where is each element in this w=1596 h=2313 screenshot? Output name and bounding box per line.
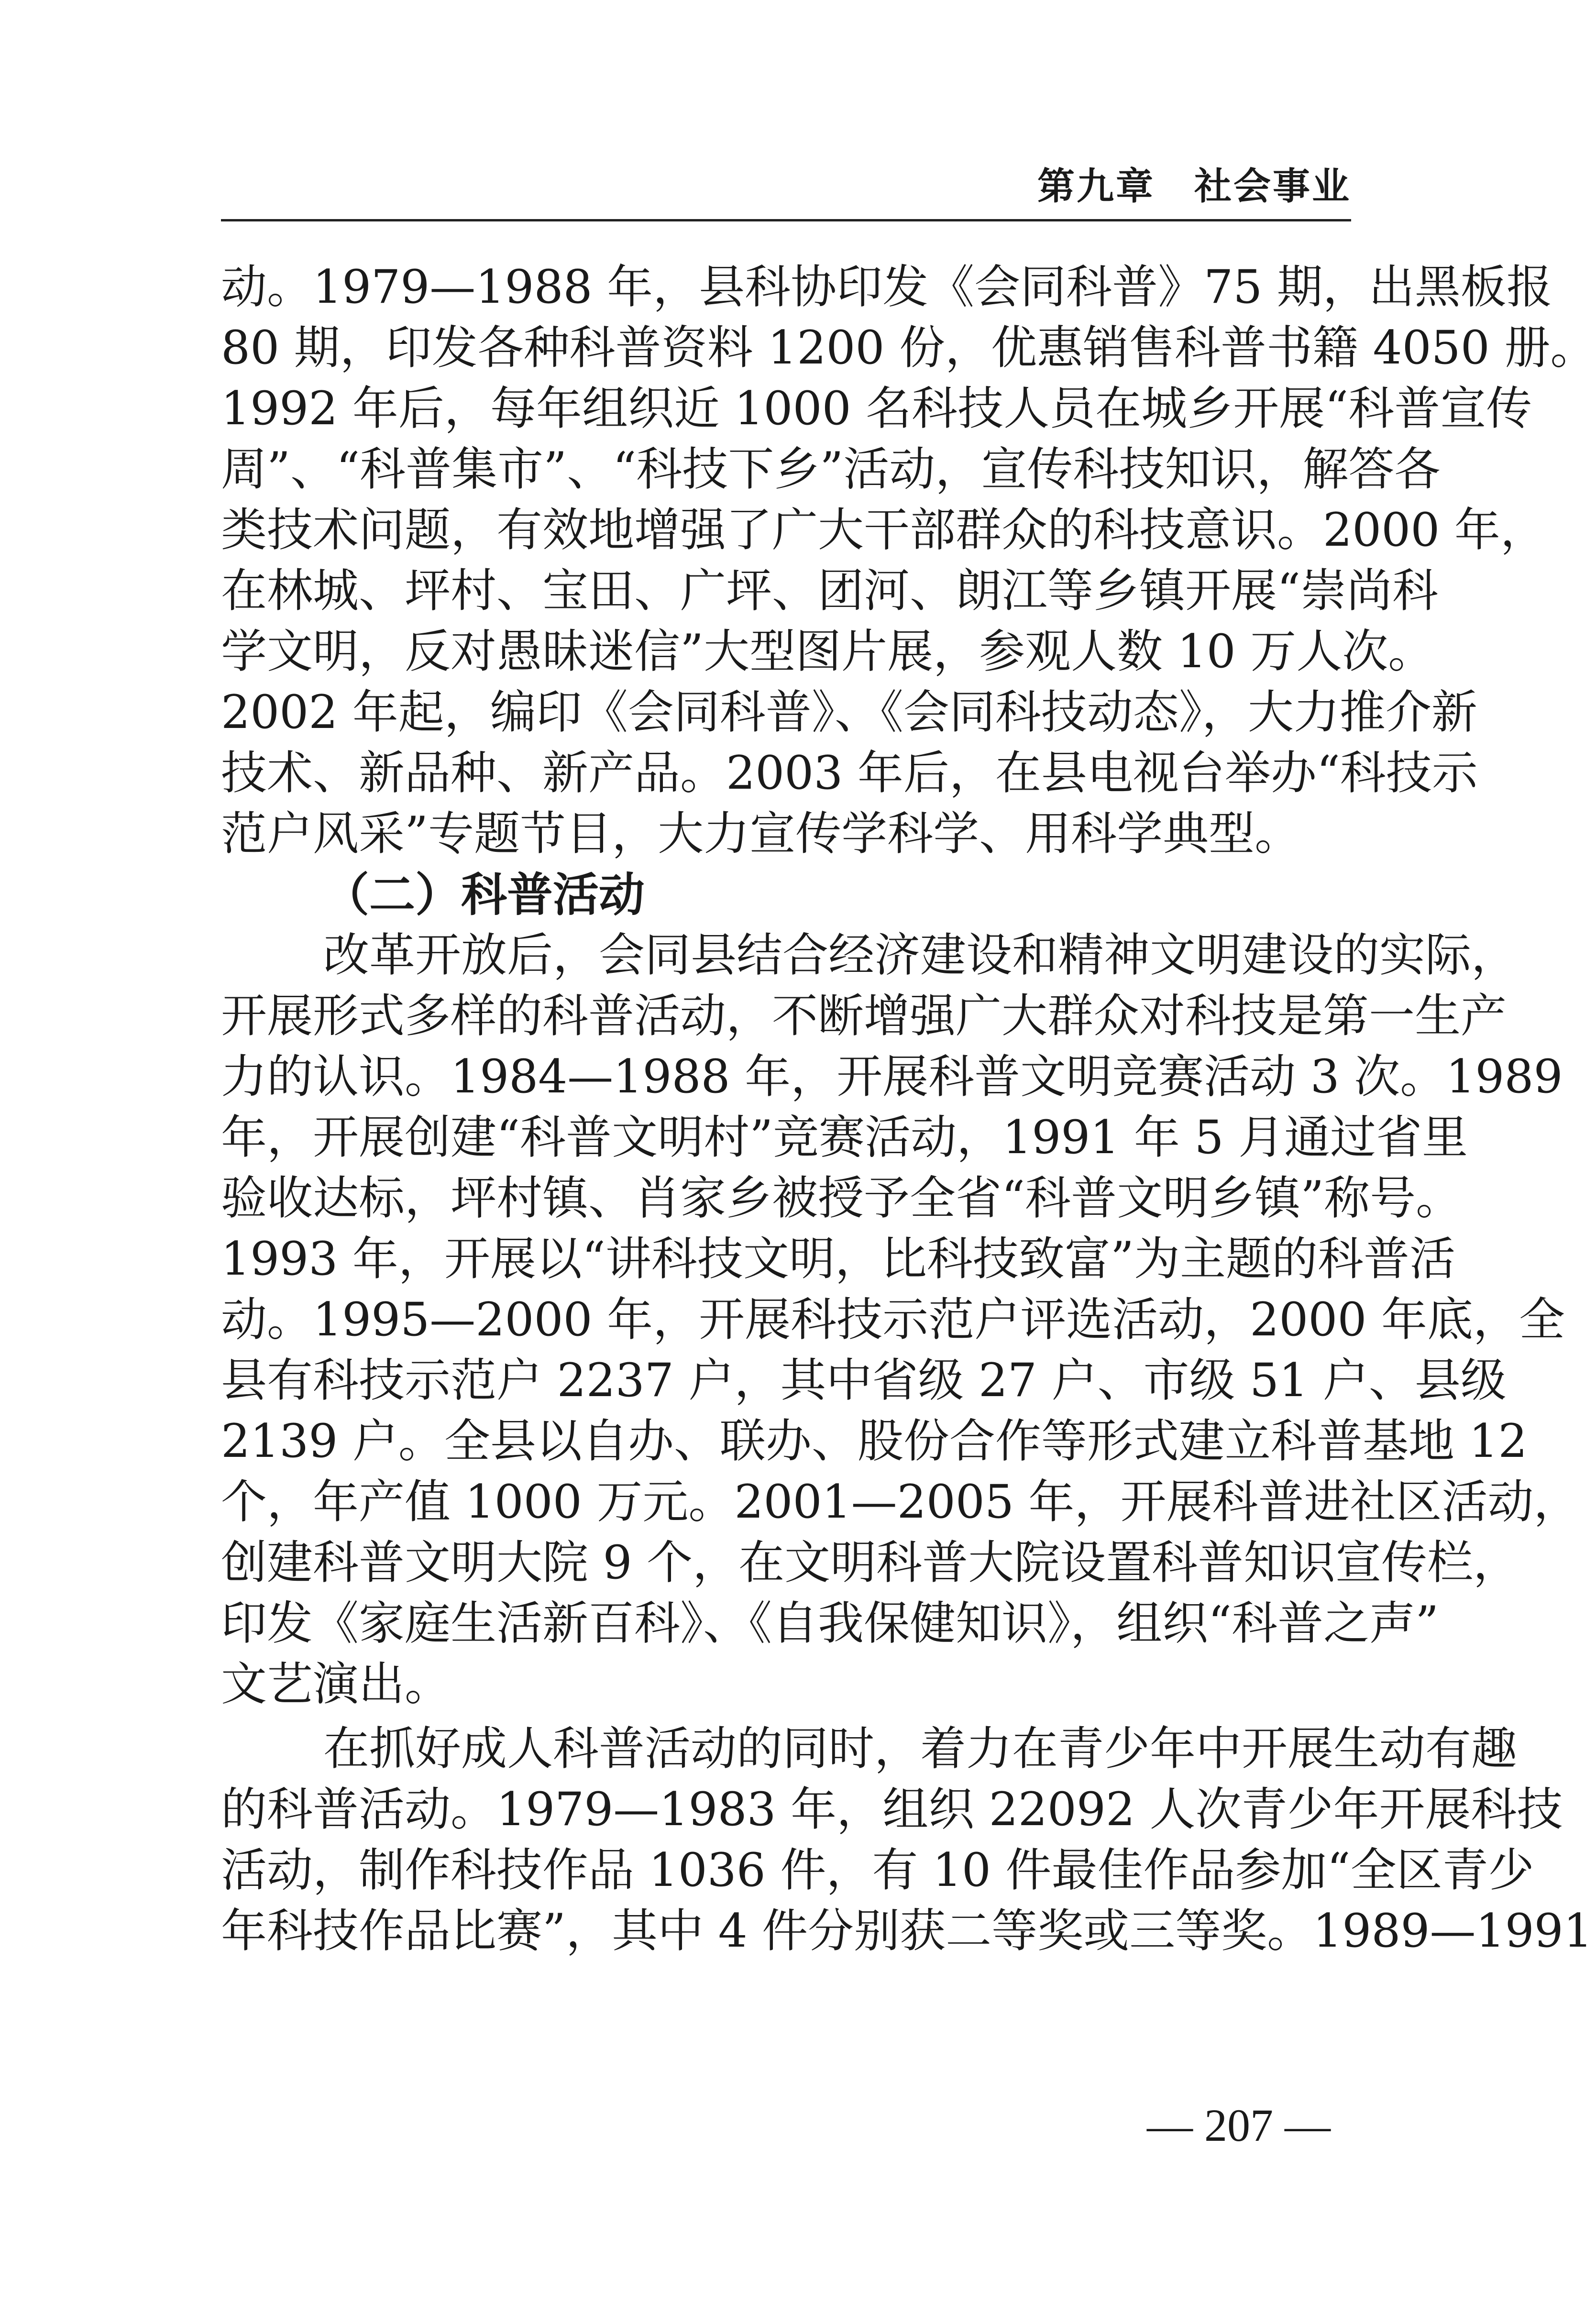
text-line: 印发《家庭生活新百科》、《自我保健知识》，组织“科普之声” <box>221 1597 1439 1650</box>
text-line: 年，开展创建“科普文明村”竞赛活动，1991 年 5 月通过省里 <box>221 1111 1468 1164</box>
text-line: 1993 年，开展以“讲科技文明，比科技致富”为主题的科普活 <box>221 1232 1455 1286</box>
text-line: 年科技作品比赛”，其中 4 件分别获二等奖或三等奖。1989—1991 <box>221 1904 1593 1958</box>
text-line: 周”、“科普集市”、“科技下乡”活动，宣传科技知识，解答各 <box>221 442 1441 496</box>
paragraph <box>221 1718 1593 1961</box>
text-line: 验收达标，坪村镇、肖家乡被授予全省“科普文明乡镇”称号。 <box>221 1171 1462 1225</box>
text-line: 个，年产值 1000 万元。2001—2005 年，开展科普进社区活动， <box>221 1475 1580 1529</box>
text-line: 活动，制作科技作品 1036 件，有 10 件最佳作品参加“全区青少 <box>221 1843 1534 1897</box>
text-line: 县有科技示范户 2237 户，其中省级 27 户、市级 51 户、县级 <box>221 1354 1507 1407</box>
text-line: 在抓好成人科普活动的同时，着力在青少年中开展生动有趣 <box>323 1722 1517 1775</box>
text-line: 开展形式多样的科普活动，不断增强广大群众对科技是第一生产 <box>221 989 1507 1043</box>
section-heading <box>221 864 1351 925</box>
body-text <box>221 257 1596 1961</box>
heading-text: （二）科普活动 <box>323 868 645 922</box>
paragraph <box>221 257 1596 864</box>
text-line: 在林城、坪村、宝田、广坪、团河、朗江等乡镇开展“崇尚科 <box>221 564 1439 617</box>
text-line: 范户风采”专题节目，大力宣传学科学、用科学典型。 <box>221 807 1301 860</box>
text-line: 改革开放后，会同县结合经济建设和精神文明建设的实际， <box>323 928 1517 982</box>
text-line: 的科普活动。1979—1983 年，组织 22092 人次青少年开展科技 <box>221 1783 1563 1836</box>
text-line: 2139 户。全县以自办、联办、股份合作等形式建立科普基地 12 <box>221 1414 1528 1468</box>
text-line: 类技术问题，有效地增强了广大干部群众的科技意识。2000 年， <box>221 503 1546 557</box>
text-line: 1992 年后，每年组织近 1000 名科技人员在城乡开展“科普宣传 <box>221 382 1532 435</box>
text-line: 动。1995—2000 年，开展科技示范户评选活动，2000 年底，全 <box>221 1293 1565 1346</box>
running-header <box>221 158 1351 215</box>
chapter-title: 第九章 社会事业 <box>1037 165 1351 208</box>
text-line: 创建科普文明大院 9 个，在文明科普大院设置科普知识宣传栏， <box>221 1536 1519 1589</box>
text-line: 动。1979—1988 年，县科协印发《会同科普》75 期，出黑板报 <box>221 260 1552 314</box>
paragraph <box>221 925 1580 1715</box>
text-line: 2002 年起，编印《会同科普》、《会同科技动态》，大力推介新 <box>221 685 1477 739</box>
text-line: 学文明，反对愚昧迷信”大型图片展，参观人数 10 万人次。 <box>221 625 1434 678</box>
text-line: 力的认识。1984—1988 年，开展科普文明竞赛活动 3 次。1989 <box>221 1050 1563 1103</box>
text-line: 文艺演出。 <box>221 1657 451 1711</box>
text-line: 80 期，印发各种科普资料 1200 份，优惠销售科普书籍 4050 册。 <box>221 321 1596 374</box>
header-rule <box>221 219 1351 221</box>
page-number: — 207 — <box>1147 2100 1331 2151</box>
text-line: 技术、新品种、新产品。2003 年后，在县电视台举办“科技示 <box>221 746 1478 800</box>
